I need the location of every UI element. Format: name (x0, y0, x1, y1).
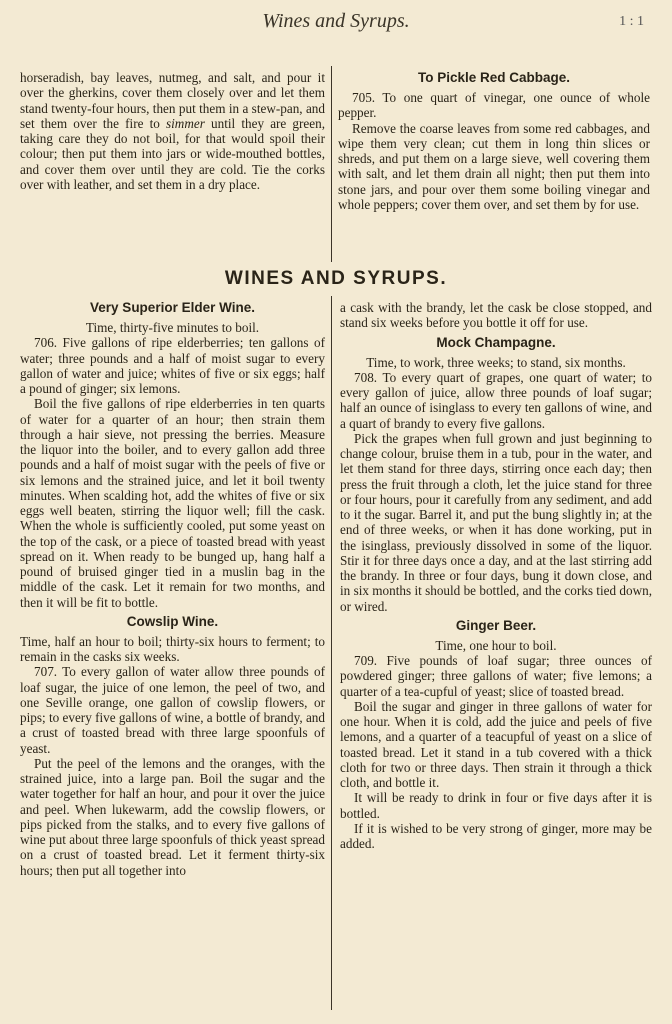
recipe-707-method: Put the peel of the lemons and the oranges, with the strained juice, into a large pan. Boil the sugar and the water together for half an hour, and pour it over the juice and peel. When lukewarm, add the cowslip flowers, or pips picked from the stalks, and to every five gallons of wine put about three large spoonfuls of thick yeast spread on a crust of toasted bread. Let it ferment thirty-six hours; then put all together into (20, 755, 325, 878)
recipe-708-method: Pick the grapes when full grown and just beginning to change colour, bruise them in a tub, pour in the water, and let them stand for three days, stirring once each day; then press the fruit through a cloth, let the juice stand for three or four hours, pour it carefully from any sediment, and add to it the sugar. Barrel it, and put the bung slightly in; at the end of three weeks, or when it has done working, put in the isinglass, previously dissolved in some of the liquor. Stir it for three days once a day, and at the last stirring add the brandy. In three or four days, bung it down close, and in six months it should be bottled, and the corks tied down, or wired. (340, 430, 652, 614)
gherkin-continuation (20, 70, 325, 192)
column-divider-bottom (331, 296, 332, 1010)
section-title: WINES AND SYRUPS. (224, 268, 448, 289)
recipe-709-ingredients: 709. Five pounds of loaf sugar; three ounces of powdered ginger; three gallons of water; five lemons; a quarter of a tea-cupful of yeast; slice of toasted bread. (340, 653, 652, 699)
simmer-italic: simmer (166, 115, 205, 131)
running-title: Wines and Syrups. (262, 10, 410, 32)
recipe-706-time: Time, thirty-five minutes to boil. (85, 320, 260, 335)
recipe-709-note-ready: It will be ready to drink in four or five days after it is bottled. (340, 790, 652, 821)
bottom-left-column (20, 300, 325, 878)
recipe-707-time: Time, half an hour to boil; thirty-six hours to ferment; to remain in the casks six weeks. (20, 633, 325, 664)
column-divider-top (331, 66, 332, 262)
recipe-705-ingredients: 705. To one quart of vinegar, one ounce of whole pepper. (338, 90, 650, 121)
gherkin-text-b: until they are green, taking care they do not boil, for that would spoil their colour; then put them into jars or wide-mouthed bottles, and cover them over until they are cold. Tie the corks over with leather, and set them in a dry place. (20, 115, 326, 192)
bottom-right-column (340, 300, 652, 851)
gherkin-text-a: horseradish, bay leaves, nutmeg, and salt, and pour it over the gherkins, cover them closely over and let them stand twenty-four hours, then put them in a stew-pan, and set them over the fire to (20, 70, 325, 131)
recipe-709-method: Boil the sugar and ginger in three gallons of water for one hour. When it is cold, add the juice and peels of five lemons, and a quarter of a teacupful of yeast on a slice of toasted bread. Let it stand in a tub covered with a thick cloth for two or three days. Then strain it through a thick cloth, and bottle it. (340, 698, 652, 790)
recipe-707-continuation: a cask with the brandy, let the cask be close stopped, and stand six weeks before you bottle it off for use. (340, 300, 652, 331)
recipe-title-elder-wine: Very Superior Elder Wine. (90, 300, 255, 315)
recipe-706-ingredients: 706. Five gallons of ripe elderberries; ten gallons of water; three pounds and a half of moist sugar to every gallon of water and juice; whites of five or six eggs; half a pound of ginger; six lemons. (20, 335, 325, 396)
recipe-707-ingredients: 707. To every gallon of water allow three pounds of loaf sugar, the juice of one lemon, the peel of two, and one Seville orange, one gallon of cowslip flowers, or pips; to every five gallons of wine, a bottle of brandy, and a crust of toasted bread with three large spoonfuls of yeast. (20, 664, 325, 756)
page-number: 1 : 1 (619, 14, 644, 29)
recipe-706-method: Boil the five gallons of ripe elderberries in ten quarts of water for a quarter of an hour; then strain them through a hair sieve, not pressing the berries. Measure the liquor into the boiler, and to every gallon add three pounds and a half of moist sugar with the peels of five or six lemons and the strained juice, and let it boil twenty minutes. When scalding hot, add the whites of five or six eggs well beaten, stirring the liquor well; fill the cask. When the whole is sufficiently cooled, put some yeast on the top of the cask, or a piece of toasted bread with yeast spread on it. When ready to be bunged up, hang half a pound of bruised ginger tied in a muslin bag in the middle of the cask. Let it remain for two months, and then it will be fit to bottle. (20, 396, 325, 610)
top-right-column (338, 70, 650, 212)
recipe-title-mock-champagne: Mock Champagne. (436, 334, 556, 350)
recipe-708-time: Time, to work, three weeks; to stand, six months. (366, 354, 626, 370)
recipe-title-red-cabbage: To Pickle Red Cabbage. (417, 70, 571, 85)
recipe-705-method: Remove the coarse leaves from some red cabbages, and wipe them very clean; cut them in long thin slices or shreds, and put them on a large sieve, well covering them with salt, and let them drain all night; then put them into stone jars, and pour over them some boiling vinegar and whole peppers; cover them over, and set them by for use. (338, 120, 650, 212)
top-left-column (20, 70, 325, 192)
recipe-708-ingredients: 708. To every quart of grapes, one quart of water; to every gallon of juice, allow three pounds of loaf sugar; half an ounce of isinglass to every ten gallons of wine, and a quart of brandy to every five gallons. (340, 369, 652, 431)
recipe-709-note-strong: If it is wished to be very strong of ginger, more may be added. (340, 820, 652, 851)
recipe-title-ginger-beer: Ginger Beer. (455, 617, 537, 633)
recipe-709-time: Time, one hour to boil. (435, 637, 557, 653)
recipe-title-cowslip-wine: Cowslip Wine. (126, 613, 219, 629)
running-head (0, 6, 672, 38)
